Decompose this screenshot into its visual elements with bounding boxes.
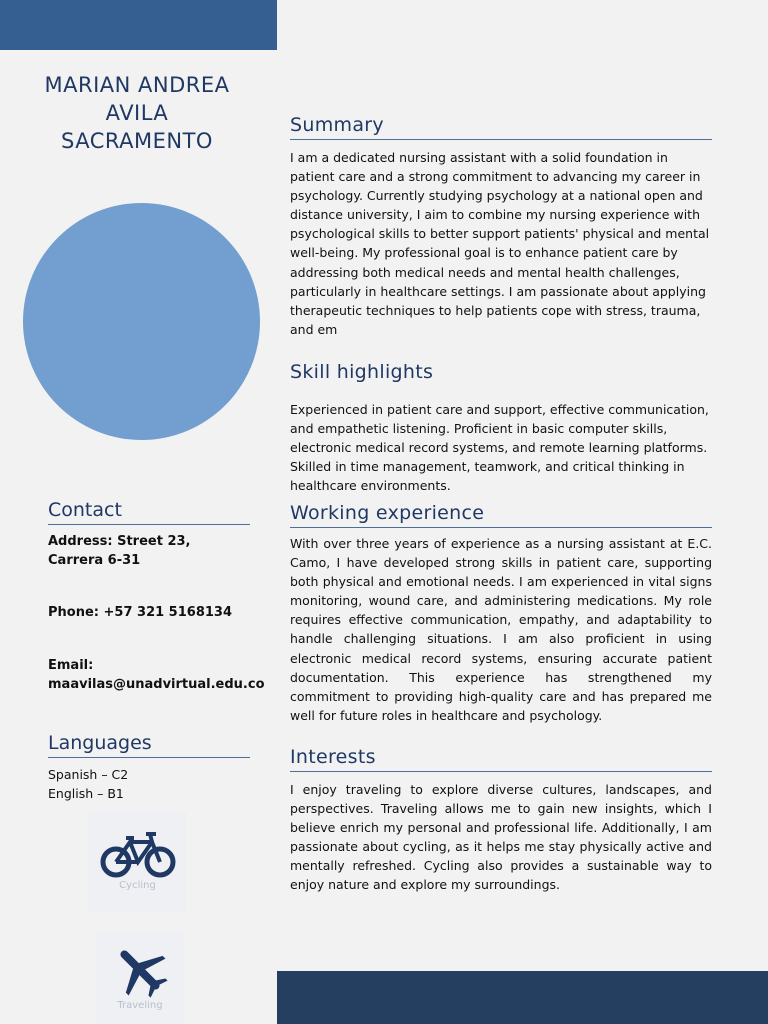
cycling-icon-card: [88, 812, 187, 912]
experience-text: With over three years of experience as a nursing assistant at E.C. Camo, I have developed strong skills in patient care, supporting both physical and emotional needs. I am experienced in vital signs monitoring, wound care, and administering medications. My role requires effective communication, empathy, and adaptability to handle challenging situations. I am also proficient in using electronic medical record systems, ensuring accurate patient documentation. This experience has strengthened my commitment to providing high-quality care and has prepared me well for future roles in healthcare and psychology.: [290, 536, 712, 723]
name-line-1: MARIAN ANDREA: [44, 73, 230, 97]
traveling-icon-card: [96, 932, 184, 1024]
email-label: Email:: [48, 658, 94, 673]
skills-heading: Skill highlights: [290, 361, 434, 383]
interests-heading: Interests: [290, 745, 712, 772]
airplane-icon: [110, 940, 170, 1000]
interests-text: I enjoy traveling to explore diverse cultures, landscapes, and perspectives. Traveling allows me to gain new insights, which I believe enrich my personal and professional life. Additionally, I am passionate about cycling, as it helps me stay physically active and mentally refreshed. Cycling also provides a sustainable way to enjoy nature and explore my surroundings.: [290, 782, 712, 893]
name-line-2: AVILA: [105, 101, 169, 125]
languages-heading: Languages: [48, 731, 250, 758]
email-value[interactable]: maavilas@unadvirtual.edu.co: [48, 677, 265, 692]
language-item: Spanish – C2: [48, 767, 129, 782]
candidate-name: [22, 71, 252, 155]
summary-text: I am a dedicated nursing assistant with a solid foundation in patient care and a strong commitment to advancing my career in psychology. Currently studying psychology at a national open and distance university, I aim to combine my nursing experience with psychological skills to better support patients' physical and mental well-being. My professional goal is to enhance patient care by addressing both medical needs and mental health challenges, particularly in healthcare settings. I am passionate about applying therapeutic techniques to help patients cope with stress, trauma, and em: [290, 150, 710, 337]
cycling-label: Cycling: [119, 880, 156, 891]
summary-heading: Summary: [290, 113, 712, 140]
language-item: English – B1: [48, 786, 124, 801]
contact-heading: Contact: [48, 498, 250, 525]
profile-photo-placeholder: [23, 203, 260, 440]
name-line-3: SACRAMENTO: [61, 129, 213, 153]
bicycle-icon: [100, 830, 176, 880]
contact-phone: Phone: +57 321 5168134: [48, 605, 232, 620]
contact-email: [48, 656, 265, 694]
traveling-label: Traveling: [117, 1000, 163, 1011]
header-accent-bar: [0, 0, 277, 50]
footer-accent-bar: [277, 971, 768, 1024]
experience-heading: Working experience: [290, 501, 712, 528]
languages-list: [48, 765, 248, 801]
contact-address: Address: Street 23, Carrera 6-31: [48, 534, 191, 568]
skills-text: Experienced in patient care and support, effective communication, and empathetic listening. Proficient in basic computer skills, electronic medical record systems, and remote learning platforms. Skilled in time management, teamwork, and critical thinking in healthcare environments.: [290, 402, 709, 494]
